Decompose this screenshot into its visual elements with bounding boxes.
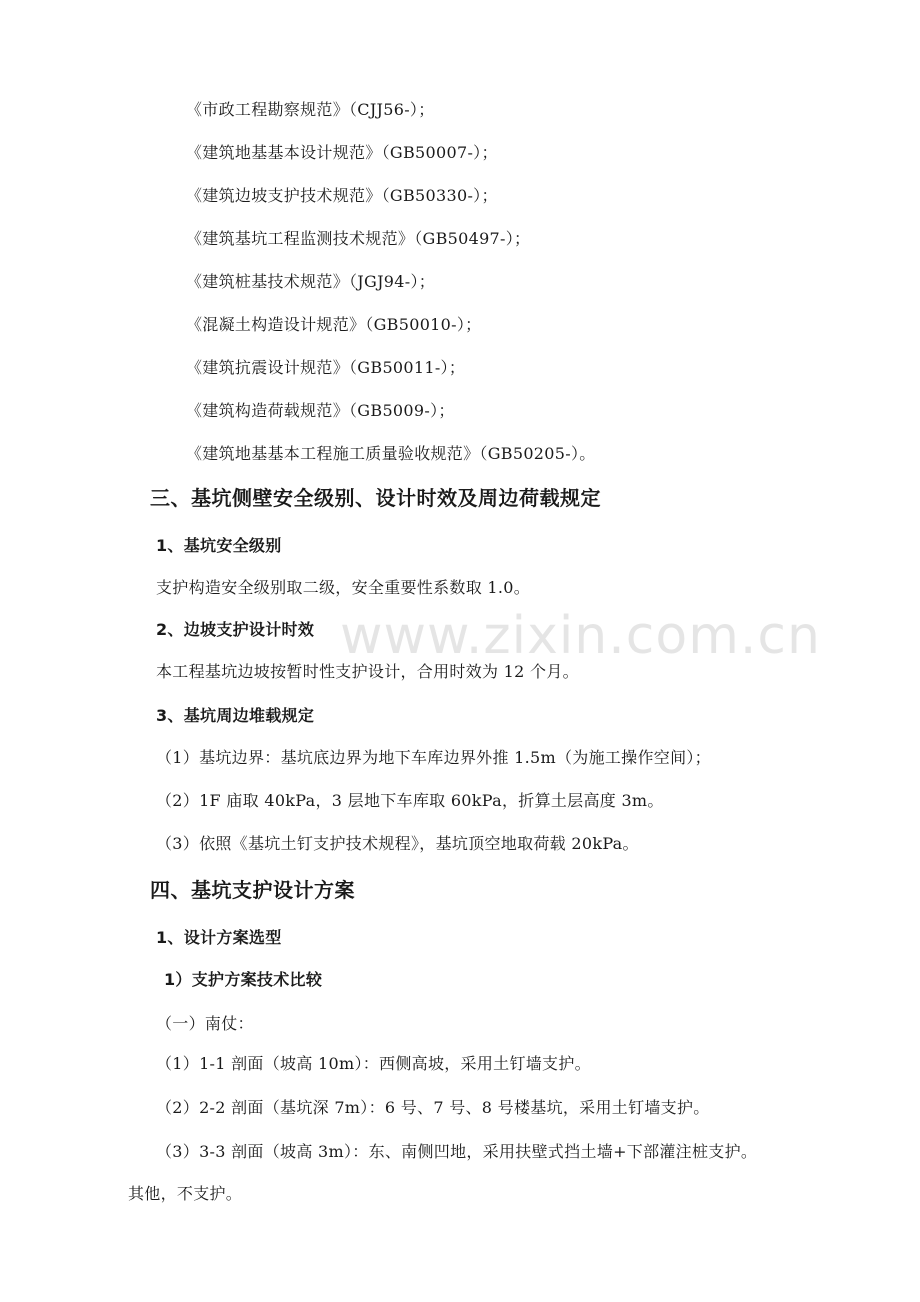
reference-item: 《建筑桩基技术规范》（JGJ94-）； <box>186 272 436 291</box>
group-label: （一）南仗： <box>156 1014 254 1033</box>
reference-item: 《建筑边坡支护技术规范》（GB50330-）； <box>186 186 498 205</box>
scheme-item: （2）2-2 剖面（基坑深 7m）：6 号、7 号、8 号楼基坑，采用土钉墙支护。 <box>156 1098 710 1117</box>
load-item: （2）1F 庙取 40kPa，3 层地下车库取 60kPa，折算土层高度 3m。 <box>156 791 664 810</box>
section-3-3-heading: 3、基坑周边堆载规定 <box>156 706 315 725</box>
section-3-heading: 三、基坑侧壁安全级别、设计时效及周边荷载规定 <box>150 486 601 510</box>
scheme-item: （1）1-1 剖面（坡高 10m）：西侧高坡，采用土钉墙支护。 <box>156 1054 591 1073</box>
load-item: （1）基坑边界：基坑底边界为地下车库边界外推 1.5m（为施工操作空间）； <box>156 748 711 767</box>
section-4-heading: 四、基坑支护设计方案 <box>150 878 355 902</box>
reference-item: 《建筑基坑工程监测技术规范》（GB50497-）； <box>186 229 531 248</box>
reference-item: 《建筑抗震设计规范》（GB50011-）； <box>186 358 466 377</box>
reference-item: 《建筑构造荷载规范》（GB5009-）； <box>186 401 455 420</box>
section-4-1-heading: 1、设计方案选型 <box>156 928 282 947</box>
load-item: （3）依照《基坑土钉支护技术规程》，基坑顶空地取荷载 20kPa。 <box>156 834 639 853</box>
reference-item: 《建筑地基基本工程施工质量验收规范》（GB50205-）。 <box>186 444 596 463</box>
watermark: www.zixin.com.cn <box>340 606 821 666</box>
scheme-continuation: 其他，不支护。 <box>128 1184 243 1203</box>
reference-item: 《建筑地基基本设计规范》（GB50007-）； <box>186 143 498 162</box>
section-3-2-text: 本工程基坑边坡按暂时性支护设计，合用时效为 12 个月。 <box>156 662 579 681</box>
scheme-item: （3）3-3 剖面（坡高 3m）：东、南侧凹地，采用扶壁式挡土墙+下部灌注桩支护。 <box>156 1142 758 1161</box>
section-3-1-heading: 1、基坑安全级别 <box>156 536 282 555</box>
section-3-1-text: 支护构造安全级别取二级，安全重要性系数取 1.0。 <box>156 578 531 597</box>
section-3-2-heading: 2、边坡支护设计时效 <box>156 620 315 639</box>
reference-item: 《市政工程勘察规范》（CJJ56-）； <box>186 100 435 119</box>
section-4-1-1-heading: 1）支护方案技术比较 <box>164 970 323 989</box>
reference-item: 《混凝土构造设计规范》（GB50010-）； <box>186 315 482 334</box>
